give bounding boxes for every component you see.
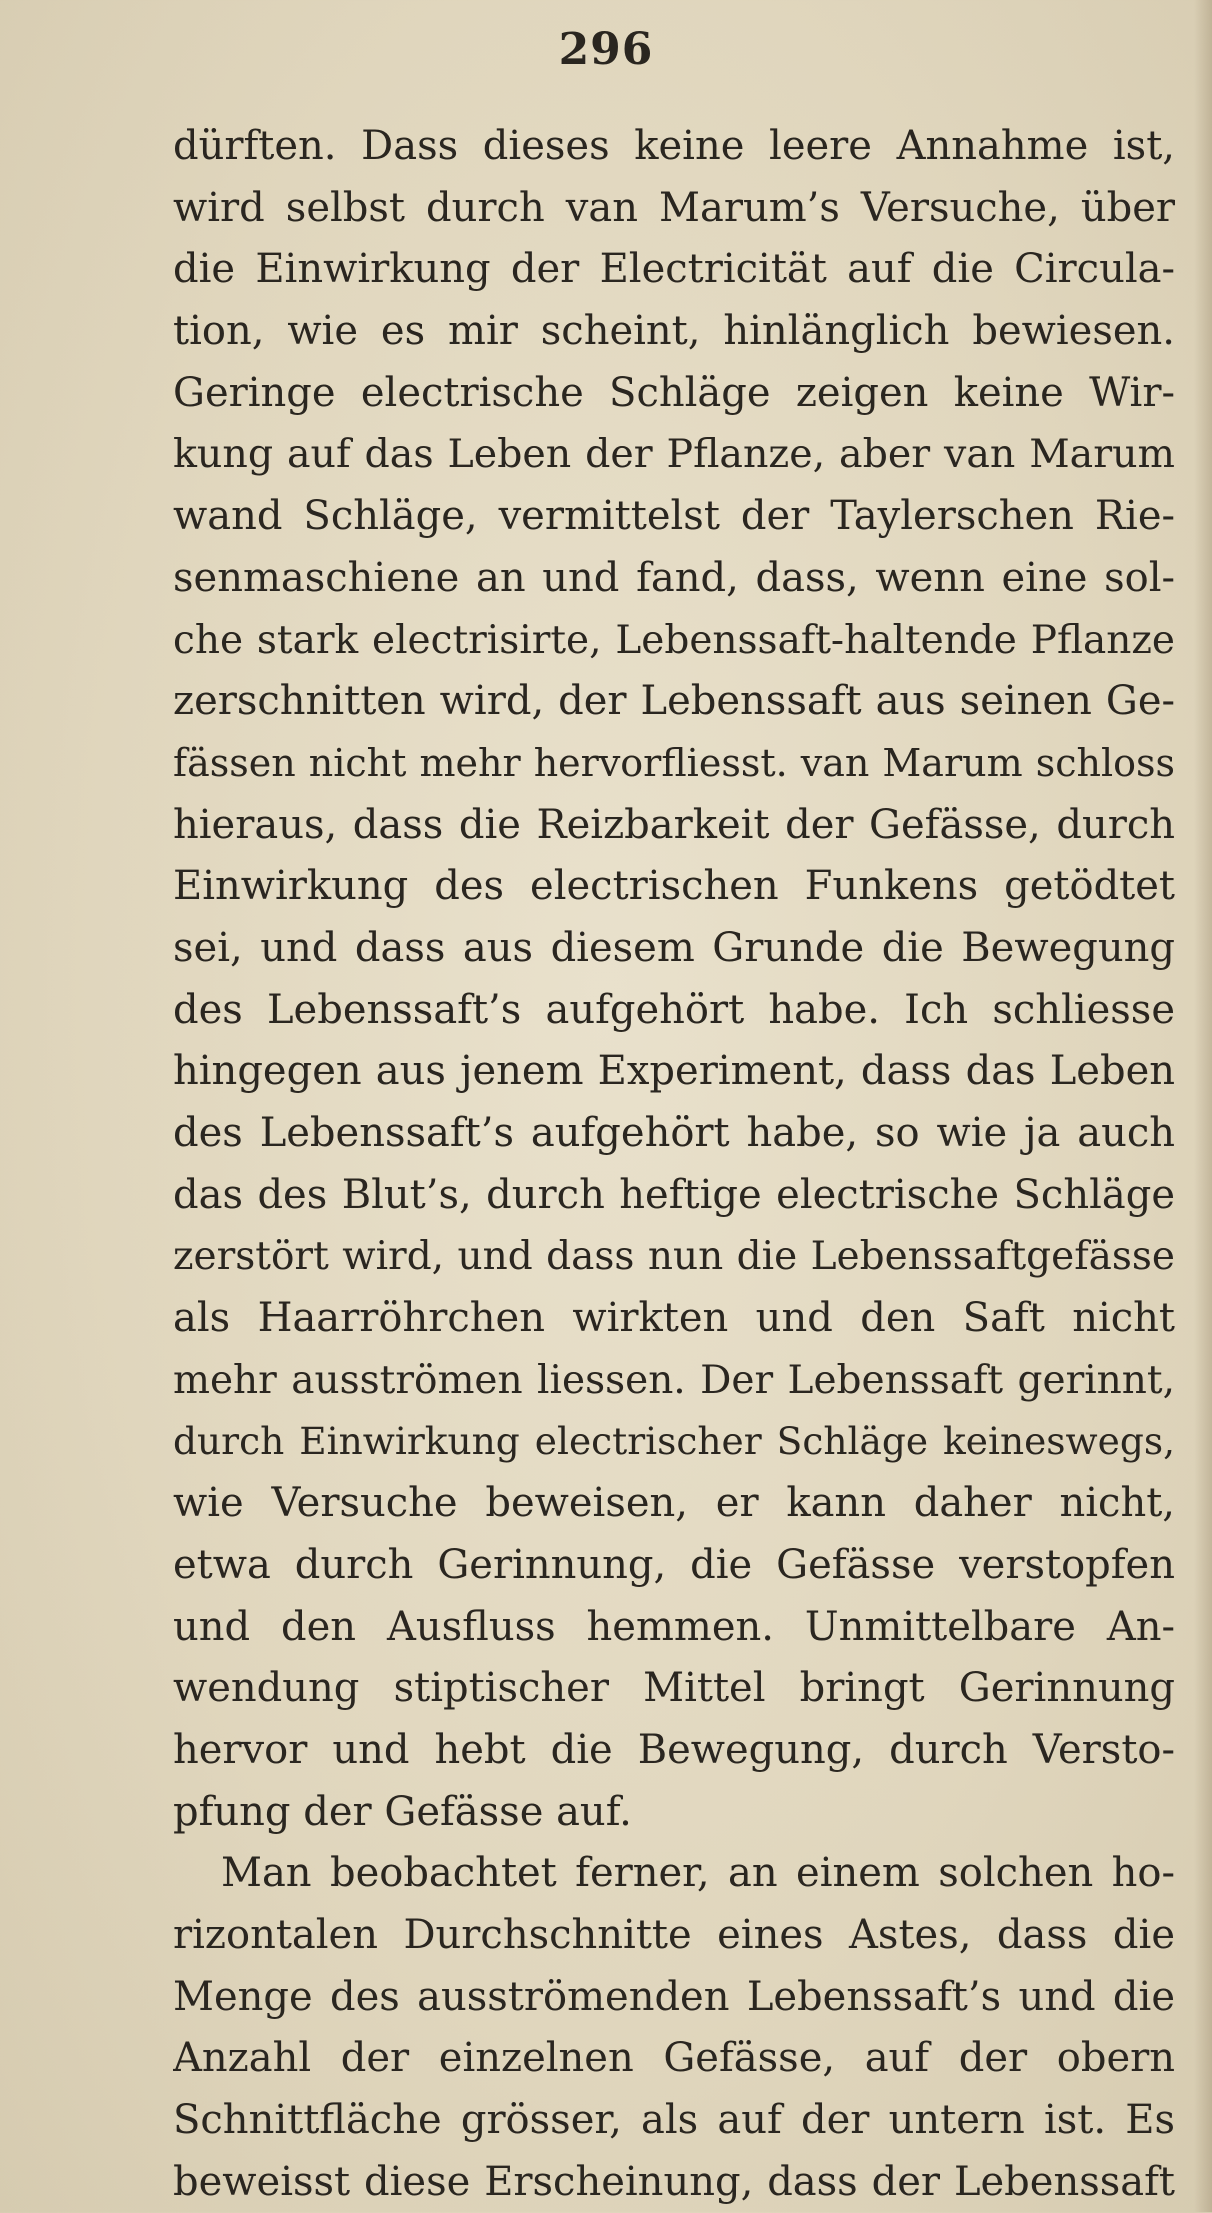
text-line: wird selbst durch van Marum’s Versuche, über	[173, 184, 1175, 231]
text-line: das des Blut’s, durch heftige electrische Schläge	[173, 1171, 1175, 1218]
text-line: und den Ausfluss hemmen. Unmittelbare An-	[173, 1603, 1175, 1650]
text-line: Anzahl der einzelnen Gefässe, auf der obern	[173, 2035, 1175, 2082]
page-edge-shadow	[1194, 0, 1212, 2212]
text-line: hingegen aus jenem Experiment, dass das Leben	[173, 1048, 1175, 1095]
text-line: fässen nicht mehr hervorfliesst. van Marum schloss	[173, 740, 1175, 785]
text-line: durch Einwirkung electrischer Schläge keineswegs,	[173, 1419, 1175, 1464]
text-line: senmaschiene an und fand, dass, wenn eine sol-	[173, 554, 1175, 601]
text-line: hervor und hebt die Bewegung, durch Versto-	[173, 1726, 1175, 1773]
text-line: zerstört wird, und dass nun die Lebenssaftgefässe	[173, 1234, 1175, 1280]
text-line: Einwirkung des electrischen Funkens getödtet	[173, 863, 1175, 910]
text-line: beweisst diese Erscheinung, dass der Lebenssaft	[173, 2158, 1175, 2205]
text-line: als Haarröhrchen wirkten und den Saft nicht	[173, 1295, 1175, 1342]
text-line: tion, wie es mir scheint, hinlänglich bewiesen.	[173, 308, 1175, 355]
text-line: wie Versuche beweisen, er kann daher nicht,	[173, 1480, 1175, 1527]
text-line: sei, und dass aus diesem Grunde die Bewegung	[173, 924, 1175, 971]
text-line: Geringe electrische Schläge zeigen keine Wir-	[173, 369, 1175, 416]
text-line: zerschnitten wird, der Lebenssaft aus seinen Ge-	[173, 678, 1175, 725]
text-line: Schnittfläche grösser, als auf der untern ist. Es	[173, 2097, 1175, 2143]
text-line: wand Schläge, vermittelst der Taylerschen Rie-	[173, 493, 1175, 540]
text-line: etwa durch Gerinnung, die Gefässe verstopfen	[173, 1541, 1175, 1588]
paragraph-end-line: pfung der Gefässe auf.	[173, 1788, 632, 1835]
text-line: kung auf das Leben der Pflanze, aber van Marum	[173, 431, 1175, 478]
text-line: dürften. Dass dieses keine leere Annahme ist,	[173, 123, 1175, 169]
text-line: mehr ausströmen liessen. Der Lebenssaft gerinnt,	[173, 1357, 1175, 1403]
paragraph-start-line: Man beobachtet ferner, an einem solchen ho-	[221, 1850, 1175, 1897]
body-text	[173, 116, 1175, 2213]
text-line: wendung stiptischer Mittel bringt Gerinnung	[173, 1665, 1175, 1712]
text-line: che stark electrisirte, Lebenssaft-haltende Pflanze	[173, 617, 1175, 663]
text-line: Menge des ausströmenden Lebenssaft’s und die	[173, 1973, 1175, 2020]
text-line: rizontalen Durchschnitte eines Astes, dass die	[173, 1911, 1175, 1958]
page-number: 296	[558, 24, 654, 75]
text-line: die Einwirkung der Electricität auf die Circula-	[173, 246, 1175, 293]
text-line: des Lebenssaft’s aufgehört habe. Ich schliesse	[173, 986, 1175, 1033]
text-line: hieraus, dass die Reizbarkeit der Gefässe, durch	[173, 801, 1175, 848]
text-line: des Lebenssaft’s aufgehört habe, so wie ja auch	[173, 1110, 1175, 1156]
